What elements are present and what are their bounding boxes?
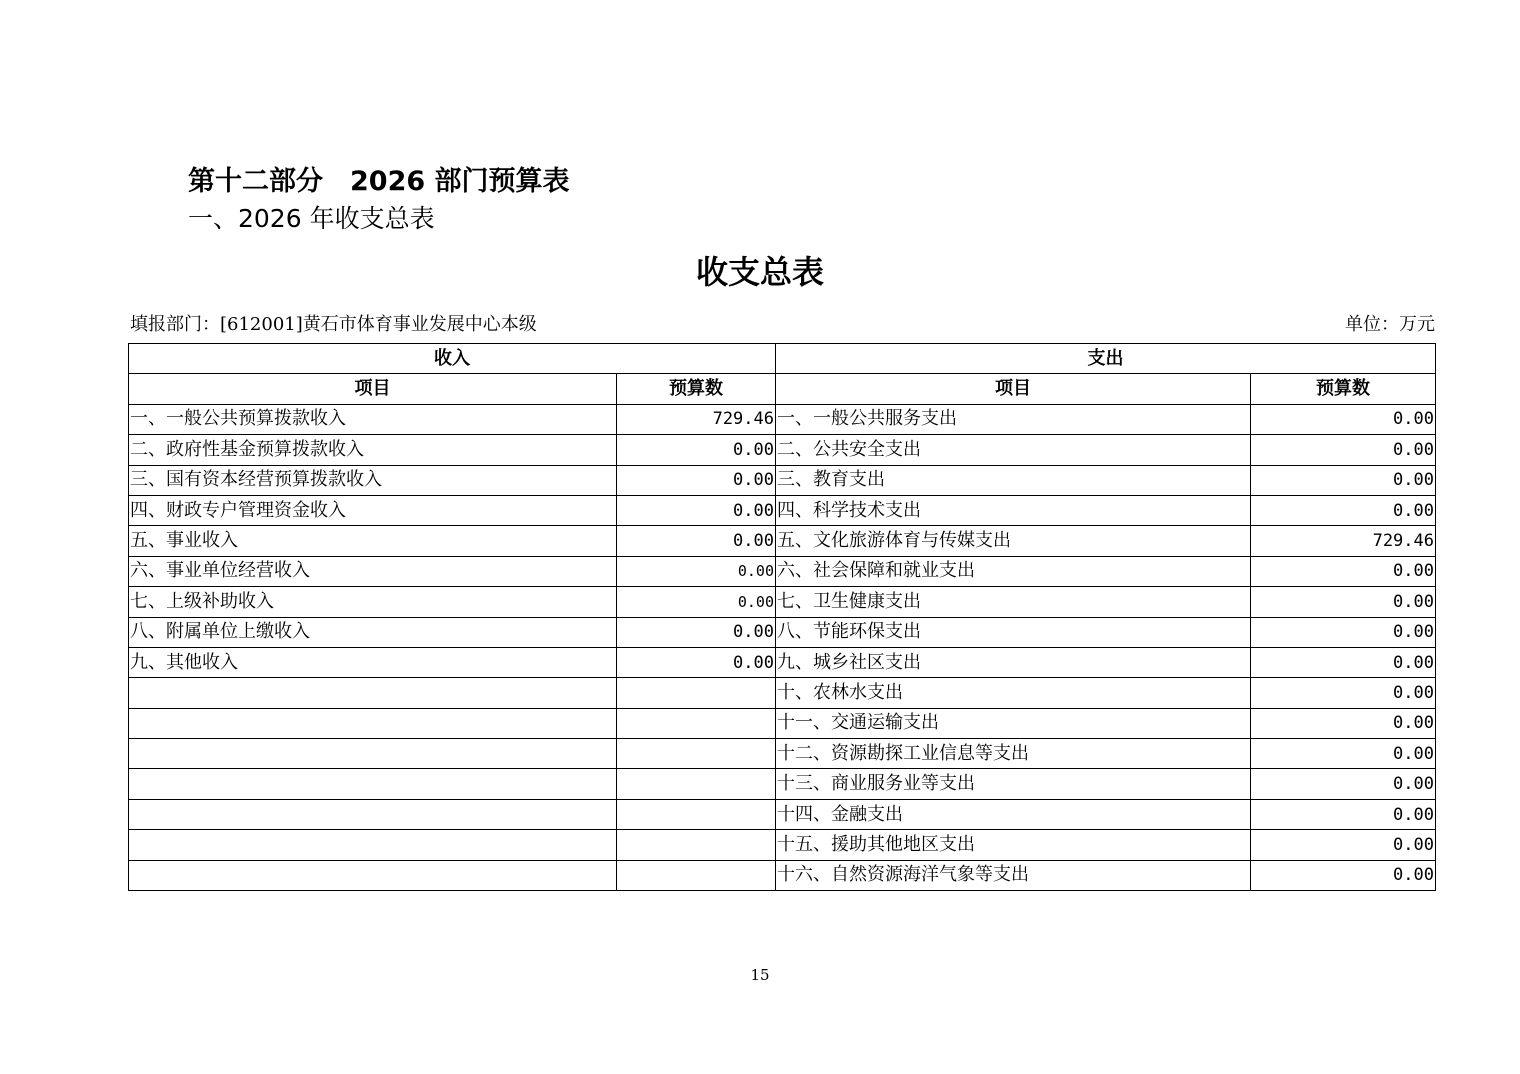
income-amount-cell: [617, 769, 776, 799]
expense-amount-cell: 0.00: [1251, 587, 1436, 617]
income-item-cell: 三、国有资本经营预算拨款收入: [129, 465, 617, 495]
income-amount-cell: [617, 739, 776, 769]
expense-amount-cell: 0.00: [1251, 435, 1436, 465]
expense-amount-cell: 0.00: [1251, 769, 1436, 799]
expense-item-header: 项目: [776, 374, 1251, 404]
income-amount-cell: [617, 860, 776, 890]
table-row: [129, 678, 1436, 708]
table-meta: [130, 312, 1435, 338]
budget-summary-table: [128, 343, 1436, 891]
expense-amount-cell: 0.00: [1251, 830, 1436, 860]
expense-amount-cell: 0.00: [1251, 556, 1436, 586]
expense-item-cell: 十二、资源勘探工业信息等支出: [776, 739, 1251, 769]
section-heading: 一、2026 年收支总表: [188, 204, 435, 233]
income-amount-cell: 0.00: [617, 587, 776, 617]
expense-item-cell: 九、城乡社区支出: [776, 647, 1251, 677]
income-amount-cell: [617, 678, 776, 708]
table-row: [129, 647, 1436, 677]
income-amount-cell: 0.00: [617, 495, 776, 525]
expense-amount-cell: 0.00: [1251, 495, 1436, 525]
expense-item-cell: 二、公共安全支出: [776, 435, 1251, 465]
expense-item-cell: 五、文化旅游体育与传媒支出: [776, 526, 1251, 556]
expense-amount-header: 预算数: [1251, 374, 1436, 404]
expense-amount-cell: 0.00: [1251, 617, 1436, 647]
income-item-cell: [129, 708, 617, 738]
part-heading: 第十二部分 2026 部门预算表: [188, 166, 570, 197]
income-item-cell: [129, 739, 617, 769]
income-amount-cell: 0.00: [617, 526, 776, 556]
page-number: 15: [750, 966, 770, 984]
expense-amount-cell: 729.46: [1251, 526, 1436, 556]
income-amount-cell: 0.00: [617, 465, 776, 495]
expense-amount-cell: 0.00: [1251, 678, 1436, 708]
income-amount-header: 预算数: [617, 374, 776, 404]
expense-item-cell: 三、教育支出: [776, 465, 1251, 495]
income-item-cell: 八、附属单位上缴收入: [129, 617, 617, 647]
column-header-row: [129, 374, 1436, 404]
income-item-header: 项目: [129, 374, 617, 404]
expense-item-cell: 一、一般公共服务支出: [776, 404, 1251, 434]
expense-amount-cell: 0.00: [1251, 739, 1436, 769]
income-item-cell: 二、政府性基金预算拨款收入: [129, 435, 617, 465]
expense-item-cell: 十四、金融支出: [776, 799, 1251, 829]
income-item-cell: [129, 769, 617, 799]
income-item-cell: 六、事业单位经营收入: [129, 556, 617, 586]
expense-amount-cell: 0.00: [1251, 647, 1436, 677]
table-row: [129, 495, 1436, 525]
table-row: [129, 769, 1436, 799]
table-row: [129, 556, 1436, 586]
unit-label: 单位：万元: [1345, 314, 1435, 335]
expense-amount-cell: 0.00: [1251, 708, 1436, 738]
income-item-cell: 七、上级补助收入: [129, 587, 617, 617]
table-row: [129, 435, 1436, 465]
income-item-cell: [129, 678, 617, 708]
expense-amount-cell: 0.00: [1251, 799, 1436, 829]
table-row: [129, 708, 1436, 738]
table-row: [129, 526, 1436, 556]
income-amount-cell: 0.00: [617, 647, 776, 677]
income-amount-cell: [617, 830, 776, 860]
expense-item-cell: 四、科学技术支出: [776, 495, 1251, 525]
group-header-row: [129, 344, 1436, 374]
income-item-cell: [129, 860, 617, 890]
income-item-cell: 九、其他收入: [129, 647, 617, 677]
table-row: [129, 799, 1436, 829]
expense-item-cell: 六、社会保障和就业支出: [776, 556, 1251, 586]
table-row: [129, 617, 1436, 647]
income-item-cell: 四、财政专户管理资金收入: [129, 495, 617, 525]
expense-item-cell: 十、农林水支出: [776, 678, 1251, 708]
income-amount-cell: 0.00: [617, 435, 776, 465]
department-label: 填报部门：[612001]黄石市体育事业发展中心本级: [130, 314, 537, 335]
income-amount-cell: 729.46: [617, 404, 776, 434]
expense-amount-cell: 0.00: [1251, 404, 1436, 434]
table-title: 收支总表: [695, 253, 824, 291]
expense-amount-cell: 0.00: [1251, 860, 1436, 890]
expense-item-cell: 十三、商业服务业等支出: [776, 769, 1251, 799]
table-row: [129, 465, 1436, 495]
expense-item-cell: 七、卫生健康支出: [776, 587, 1251, 617]
expense-amount-cell: 0.00: [1251, 465, 1436, 495]
income-amount-cell: [617, 799, 776, 829]
table-row: [129, 830, 1436, 860]
income-item-cell: 一、一般公共预算拨款收入: [129, 404, 617, 434]
table-row: [129, 739, 1436, 769]
expense-item-cell: 十一、交通运输支出: [776, 708, 1251, 738]
expense-item-cell: 十六、自然资源海洋气象等支出: [776, 860, 1251, 890]
expense-item-cell: 十五、援助其他地区支出: [776, 830, 1251, 860]
income-group-header: 收入: [129, 344, 776, 374]
income-item-cell: [129, 830, 617, 860]
expense-group-header: 支出: [776, 344, 1436, 374]
income-item-cell: 五、事业收入: [129, 526, 617, 556]
table-row: [129, 404, 1436, 434]
table-row: [129, 587, 1436, 617]
income-amount-cell: [617, 708, 776, 738]
income-item-cell: [129, 799, 617, 829]
income-amount-cell: 0.00: [617, 556, 776, 586]
table-row: [129, 860, 1436, 890]
income-amount-cell: 0.00: [617, 617, 776, 647]
expense-item-cell: 八、节能环保支出: [776, 617, 1251, 647]
